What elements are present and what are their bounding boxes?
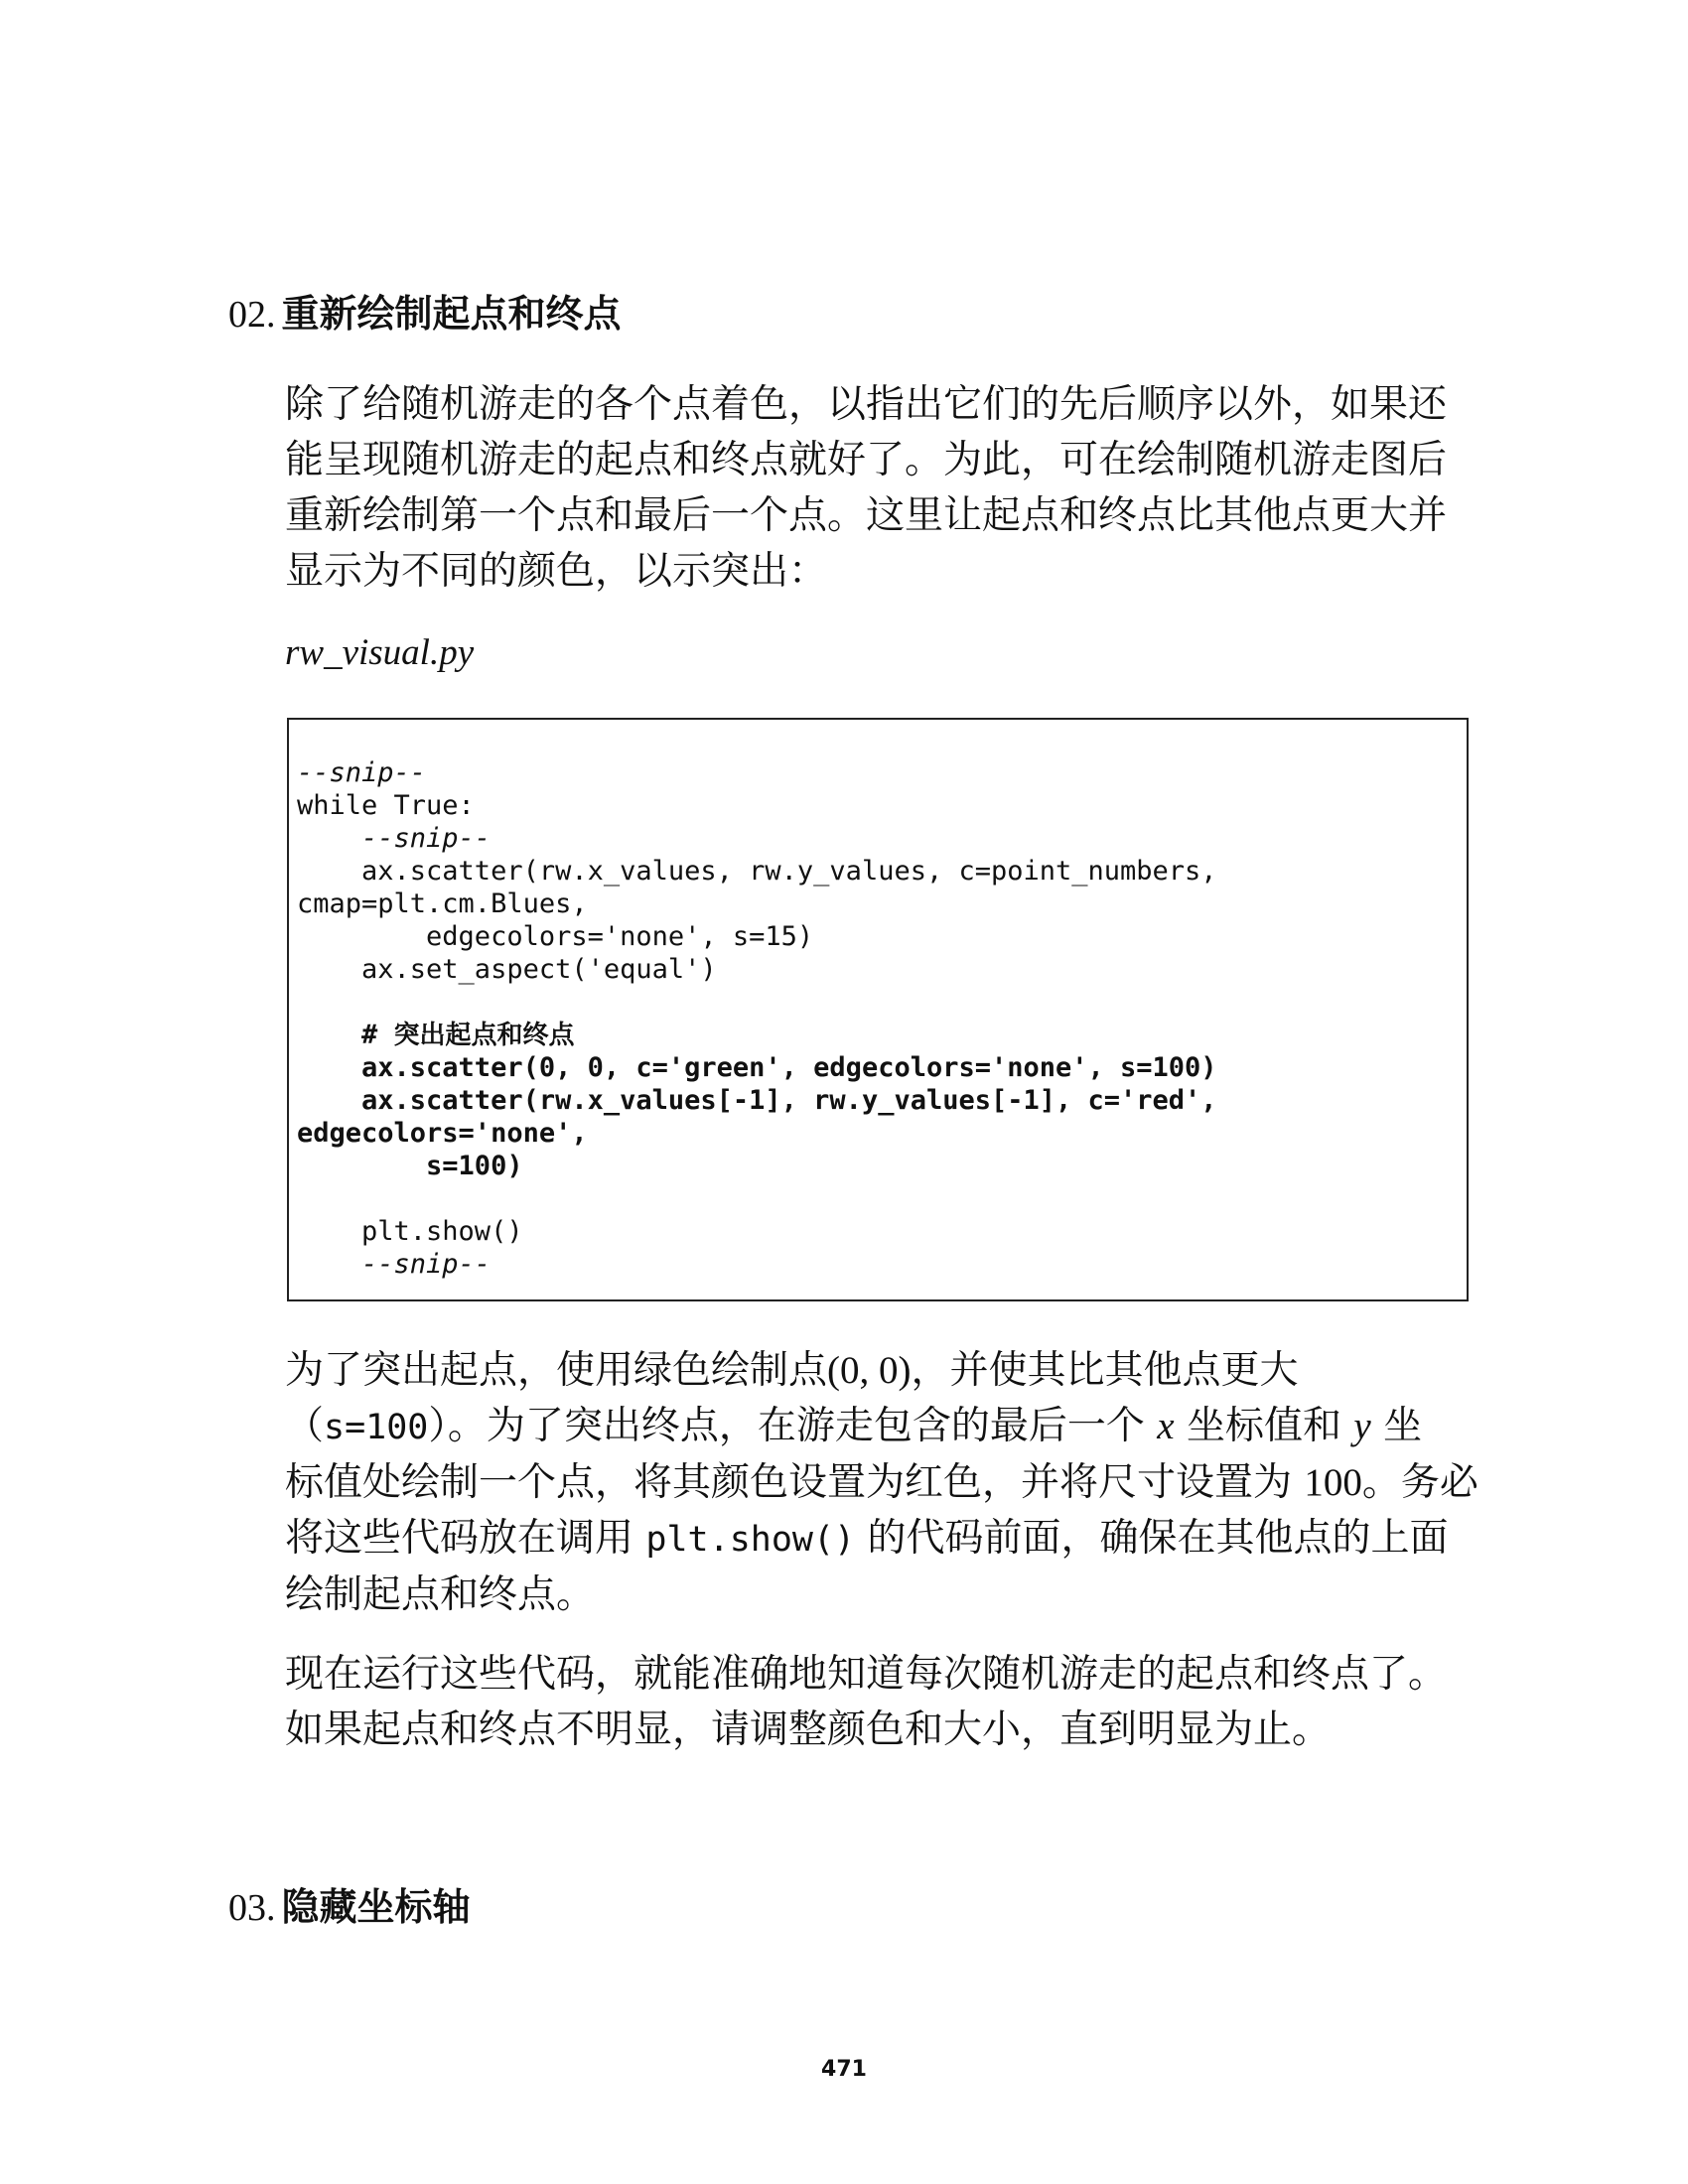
- text-run: 为了突出起点，使用绿色绘制点: [285, 1348, 828, 1393]
- code-comment-text: 突出起点和终点: [393, 1021, 575, 1050]
- code-line: [297, 1182, 1467, 1215]
- intro-line: 能呈现随机游走的起点和终点就好了。为此，可在绘制随机游走图后: [285, 438, 1448, 482]
- section-title: 隐藏坐标轴: [281, 1885, 471, 1929]
- intro-line: 除了给随机游走的各个点着色，以指出它们的先后顺序以外，如果还: [285, 382, 1448, 427]
- text-run: 。务必: [1361, 1460, 1478, 1505]
- intro-paragraph: [285, 377, 1566, 600]
- math-variable: x: [1157, 1405, 1175, 1447]
- code-line: ax.scatter(0, 0, c='green', edgecolors='none', s=100): [297, 1052, 1217, 1083]
- code-line: --snip--: [297, 757, 427, 788]
- section-heading-03: [228, 1876, 471, 1931]
- code-line: edgecolors='none', s=15): [297, 921, 814, 952]
- closing-line: 如果起点和终点不明显，请调整颜色和大小，直到明显为止。: [285, 1707, 1332, 1752]
- text-run: 标值处绘制一个点，将其颜色设置为红色，并将尺寸设置为: [285, 1460, 1305, 1505]
- code-line: [297, 986, 1467, 1019]
- explain-line: [285, 1511, 1566, 1568]
- code-comment-line: [297, 1019, 1467, 1051]
- code-line: ax.set_aspect('equal'): [297, 954, 717, 985]
- code-line: plt.show(): [297, 1216, 523, 1247]
- code-line: ax.scatter(rw.x_values, rw.y_values, c=point_numbers,: [297, 856, 1217, 887]
- text-run: ，并使其比其他点更大: [911, 1348, 1299, 1393]
- section-number: 03.: [228, 1887, 276, 1929]
- text-run: （: [285, 1404, 325, 1448]
- intro-line: 显示为不同的颜色，以示突出：: [285, 549, 828, 594]
- text-run: 坐标值和: [1174, 1404, 1354, 1448]
- explain-line: [285, 1455, 1566, 1511]
- code-line: s=100): [297, 1151, 523, 1181]
- section-number: 02.: [228, 294, 276, 336]
- intro-line: 重新绘制第一个点和最后一个点。这里让起点和终点比其他点更大并: [285, 493, 1448, 538]
- closing-paragraph: [285, 1647, 1566, 1758]
- text-run: ）。为了突出终点，在游走包含的最后一个: [428, 1404, 1158, 1448]
- number-text: 100: [1304, 1461, 1362, 1504]
- text-run: 将这些代码放在调用: [285, 1516, 646, 1561]
- explanation-paragraph: [285, 1343, 1566, 1623]
- section-title: 重新绘制起点和终点: [281, 292, 622, 336]
- closing-line: 现在运行这些代码，就能准确地知道每次随机游走的起点和终点了。: [285, 1652, 1448, 1697]
- section-heading-02: [228, 283, 622, 338]
- math-variable: y: [1353, 1405, 1371, 1447]
- page-number: 471: [821, 2057, 867, 2082]
- inline-code: s=100: [324, 1408, 429, 1447]
- code-comment-marker: #: [297, 1020, 394, 1050]
- coordinate-text: (0, 0): [827, 1349, 912, 1392]
- code-line: cmap=plt.cm.Blues,: [297, 888, 588, 919]
- explain-line: [285, 1343, 1566, 1399]
- explain-line: 绘制起点和终点。: [285, 1572, 596, 1617]
- code-filename: rw_visual.py: [285, 632, 475, 673]
- code-listing: [287, 718, 1469, 1301]
- code-line: edgecolors='none',: [297, 1118, 588, 1149]
- code-line: while True:: [297, 790, 475, 821]
- code-line: ax.scatter(rw.x_values[-1], rw.y_values[-1], c='red',: [297, 1085, 1217, 1116]
- inline-code: plt.show(): [645, 1520, 856, 1560]
- explain-line: [285, 1399, 1566, 1455]
- code-line: --snip--: [297, 823, 492, 854]
- text-run: 的代码前面，确保在其他点的上面: [855, 1516, 1449, 1561]
- code-line: --snip--: [297, 1249, 492, 1280]
- text-run: 坐: [1370, 1404, 1423, 1448]
